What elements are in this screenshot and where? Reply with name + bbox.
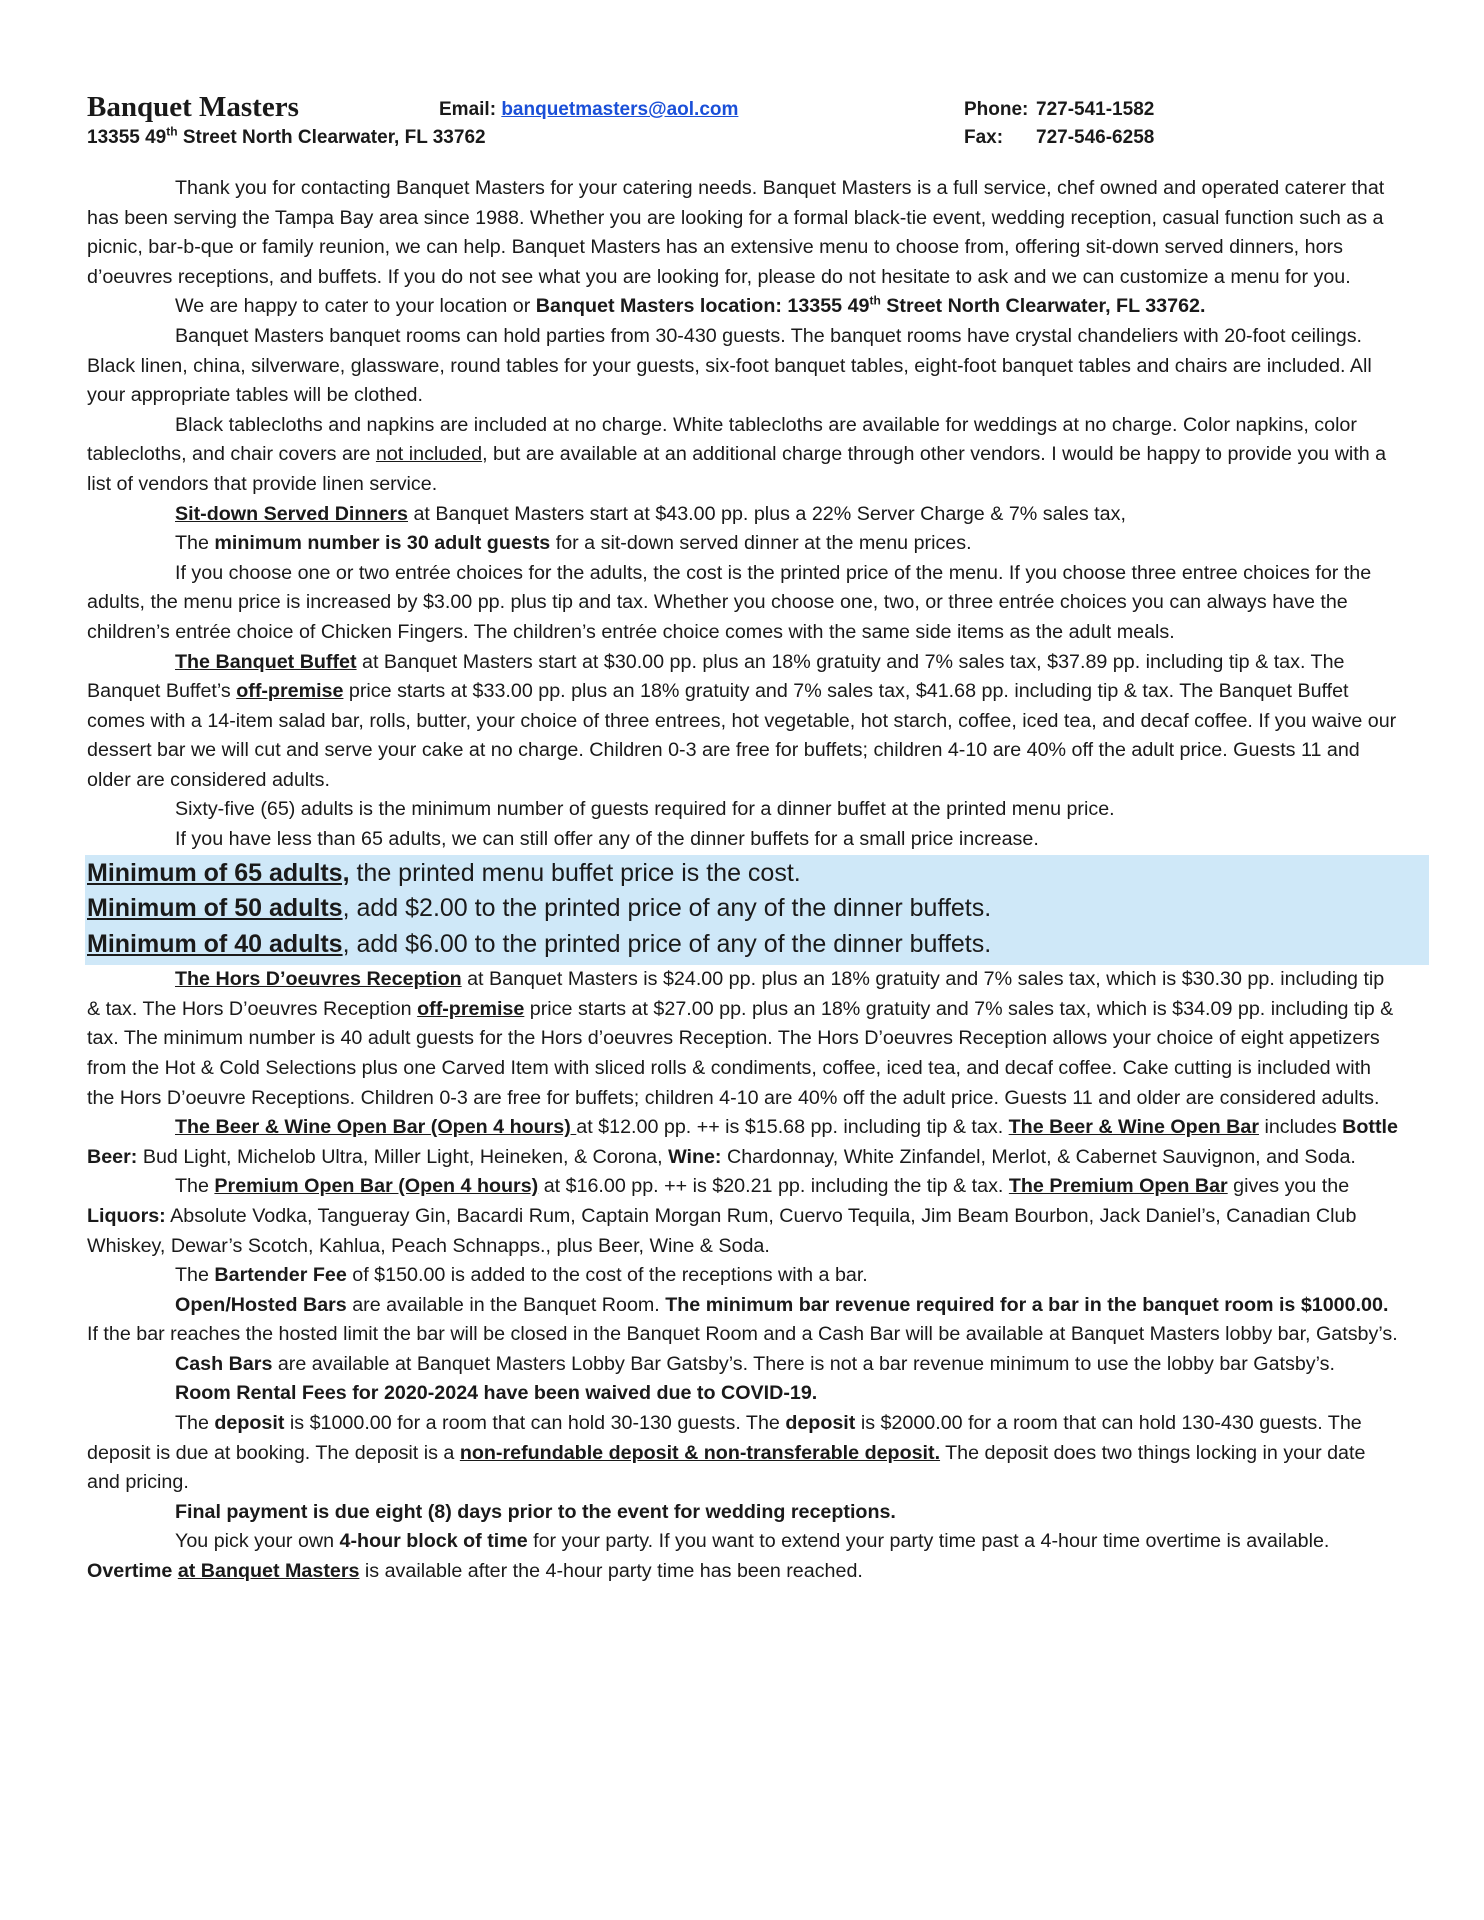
buffet-paragraph: The Banquet Buffet at Banquet Masters start at $30.00 pp. plus an 18% gratuity and 7% sales tax, $37.89 pp. including tip & tax. The Banquet Buffet’s off-premise price starts at $33.00 pp. plus an 18% gratuity and 7% sales tax, $41.68 pp. including tip & tax. The Banquet Buffet comes with a 14-item salad bar, rolls, butter, your choice of three entrees, hot vegetable, hot starch, coffee, iced tea, and decaf coffee. If you waive our dessert bar we will cut and serve your cake at no charge. Children 0-3 are free for buffets; children 4-10 are 40% off the adult price. Guests 11 and older are considered adults. [87,650,1397,791]
linen-paragraph: Black tablecloths and napkins are included at no charge. White tablecloths are available for weddings at no charge. Color napkins, color tablecloths, and chair covers are not included, but are available at an additional charge through other vendors. I would be happy to provide you with a list of vendors that provide linen service. [87,413,1387,495]
phone-number: 727-541-1582 [1036,99,1155,120]
hors-doeuvres-paragraph: The Hors D’oeuvres Reception at Banquet Masters is $24.00 pp. plus an 18% gratuity and 7% sales tax, which is $30.30 pp. including tip & tax. The Hors D’oeuvres Reception off-premise price starts at $27.00 pp. plus an 18% gratuity and 7% sales tax, which is $34.09 pp. including tip & tax. The minimum number is 40 adult guests for the Hors d’oeuvres Reception. The Hors D’oeuvres Reception allows your choice of eight appetizers from the Hot & Cold Selections plus one Carved Item with sliced rolls & condiments, coffee, iced tea, and decaf coffee. Cake cutting is included with the Hors D’oeuvre Receptions. Children 0-3 are free for buffets; children 4-10 are 40% off the adult price. Guests 11 and older are considered adults. [87,968,1394,1109]
location-paragraph: We are happy to cater to your location or Banquet Masters location: 13355 49th Street North Clearwater, FL 33762. [175,293,1206,318]
cash-bars-paragraph: Cash Bars are available at Banquet Masters Lobby Bar Gatsby’s. There is not a bar revenue minimum to use the lobby bar Gatsby’s. [175,1352,1335,1375]
email-link[interactable]: banquetmasters@aol.com [501,99,739,120]
letterhead [87,92,1401,154]
buffet-less-than-65: If you have less than 65 adults, we can still offer any of the dinner buffets for a small price increase. [175,828,1039,851]
final-payment-notice: Final payment is due eight (8) days prior to the event for wedding receptions. [175,1500,896,1523]
hors-doeuvres-heading: The Hors D’oeuvres Reception [175,968,462,991]
fax-number: 727-546-6258 [1036,127,1155,148]
deposit-paragraph: The deposit is $1000.00 for a room that can hold 30-130 guests. The deposit is $2000.00 for a room that can hold 130-430 guests. The deposit is due at booking. The deposit is a non-refundable deposit & non-transferable deposit. The deposit does two things locking in your date and pricing. [87,1412,1366,1494]
phone-label: Phone: [964,99,1029,120]
rental-notice: Room Rental Fees for 2020-2024 have been waived due to COVID-19. [175,1382,818,1405]
hosted-bars-paragraph: Open/Hosted Bars are available in the Banquet Room. The minimum bar revenue required for a bar in the banquet room is $1000.00. If the bar reaches the hosted limit the bar will be closed in the Banquet Room and a Cash Bar will be available at Banquet Masters lobby bar, Gatsby’s. [87,1293,1398,1346]
fax-line [964,126,1155,150]
beer-wine-paragraph: The Beer & Wine Open Bar (Open 4 hours) at $12.00 pp. ++ is $15.68 pp. including tip & tax. The Beer & Wine Open Bar includes Bottle Beer: Bud Light, Michelob Ultra, Miller Light, Heineken, & Corona, Wine: Chardonnay, White Zinfandel, Merlot, & Cabernet Sauvignon, and Soda. [87,1116,1398,1168]
address-line: 13355 49th Street North Clearwater, FL 33762 [87,124,486,148]
rooms-paragraph: Banquet Masters banquet rooms can hold parties from 30-430 guests. The banquet rooms have crystal chandeliers with 20-foot ceilings. Black linen, china, silverware, glassware, round tables for your guests, six-foot banquet tables, eight-foot banquet tables and chairs are included. All your appropriate tables will be clothed. [87,324,1372,407]
bartender-fee-paragraph: The Bartender Fee of $150.00 is added to the cost of the receptions with a bar. [175,1264,868,1287]
sitdown-heading: Sit-down Served Dinners [175,502,409,525]
email-line [439,98,738,122]
email-label: Email: [439,99,497,120]
letter-body [87,174,1401,1587]
intro-paragraph: Thank you for contacting Banquet Masters for your catering needs. Banquet Masters is a full service, chef owned and operated caterer that has been serving the Tampa Bay area since 1988. Whether you are looking for a formal black-tie event, wedding reception, casual function such as a picnic, bar-b-que or family reunion, we can help. Banquet Masters has an extensive menu to choose from, offering sit-down served dinners, hors d’oeuvres receptions, and buffets. If you do not see what you are looking for, please do not hesitate to ask and we can customize a menu for you. [87,177,1385,288]
document-page [87,92,1401,1587]
fax-label: Fax: [964,127,1004,148]
sitdown-minimum: The minimum number is 30 adult guests for a sit-down served dinner at the menu prices. [175,532,972,555]
minimums-highlight [85,855,1429,966]
party-time-paragraph: You pick your own 4-hour block of time for your party. If you want to extend your party time past a 4-hour time overtime is available. Overtime at Banquet Masters is available after the 4-hour party time has been reached. [87,1530,1330,1583]
minimum-row-50: Minimum of 50 adults, add $2.00 to the printed price of any of the dinner buffets. [87,894,992,923]
buffet-minimum: Sixty-five (65) adults is the minimum number of guests required for a dinner buffet at the printed menu price. [175,798,1115,821]
premium-bar-heading: Premium Open Bar (Open 4 hours) [214,1175,539,1198]
minimum-row-65: Minimum of 65 adults, the printed menu buffet price is the cost. [87,858,801,887]
minimum-row-40: Minimum of 40 adults, add $6.00 to the printed price of any of the dinner buffets. [87,929,992,958]
phone-line [964,98,1155,122]
sitdown-paragraph: Sit-down Served Dinners at Banquet Masters start at $43.00 pp. plus a 22% Server Charge & 7% sales tax, [175,502,1126,525]
entree-choices-paragraph: If you choose one or two entrée choices for the adults, the cost is the printed price of the menu. If you choose three entree choices for the adults, the menu price is increased by $3.00 pp. plus tip and tax. Whether you choose one, two, or three entrée choices you can always have the children’s entrée choice of Chicken Fingers. The children’s entrée choice comes with the same side items as the adult meals. [87,561,1372,643]
beer-wine-heading: The Beer & Wine Open Bar (Open 4 hours) [175,1116,577,1139]
buffet-heading: The Banquet Buffet [175,650,357,673]
company-name: Banquet Masters [87,91,299,123]
premium-bar-paragraph: The Premium Open Bar (Open 4 hours) at $16.00 pp. ++ is $20.21 pp. including the tip & tax. The Premium Open Bar gives you the Liquors: Absolute Vodka, Tangueray Gin, Bacardi Rum, Captain Morgan Rum, Cuervo Tequila, Jim Beam Bourbon, Jack Daniel’s, Canadian Club Whiskey, Dewar’s Scotch, Kahlua, Peach Schnapps., plus Beer, Wine & Soda. [87,1175,1357,1257]
